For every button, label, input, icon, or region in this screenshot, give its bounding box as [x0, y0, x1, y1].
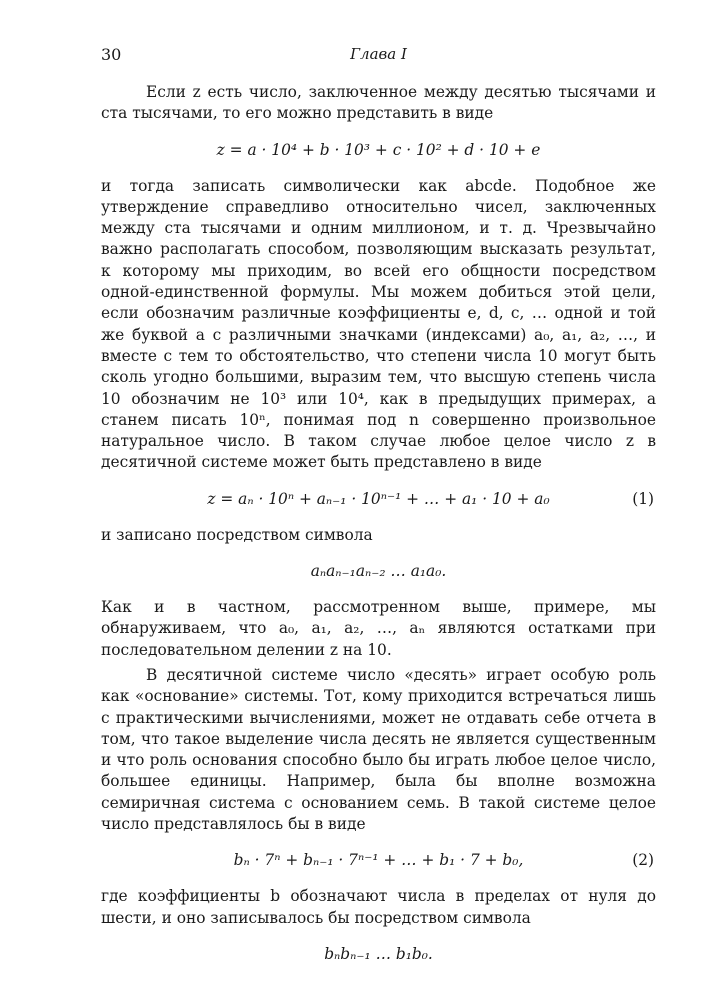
- paragraph-3: и записано посредством символа: [101, 525, 373, 544]
- formula-1: [101, 488, 656, 510]
- formula-text: aₙaₙ₋₁aₙ₋₂ … a₁a₀.: [310, 562, 447, 581]
- formula-symbol-a: [101, 560, 656, 582]
- formula-2: [101, 849, 656, 871]
- formula-text: z = aₙ · 10ⁿ + aₙ₋₁ · 10ⁿ⁻¹ + … + a₁ · 10 + a₀: [207, 489, 550, 508]
- paragraph-6: где коэффициенты b обозначают числа в пределах от нуля до шести, и оно записывалось бы посредством символа: [101, 887, 656, 927]
- page-header: [101, 44, 656, 66]
- paragraph-5: В десятичной системе число «десять» играет особую роль как «основание» системы. Тот, кому приходится встречаться лишь с практическими вычислениями, может не отдавать себе отчета в том, что такое выделение числа десять не является существенным и что роль основания способно было бы играть любое целое число, большее единицы. Например, была бы вполне возможна семиричная система с основанием семь. В такой системе целое число представлялось бы в виде: [101, 665, 656, 834]
- page-number: 30: [101, 45, 122, 64]
- formula-number: (2): [632, 851, 654, 870]
- paragraph-2: и тогда записать символически как abcde. Подобное же утверждение справедливо относительно чисел, заключенных между ста тысячами и одним миллионом, и т. д. Чрезвычайно важно располагать способом, позволяющим высказать результат, к которому мы приходим, во всей его общности посредством одной-единственной формулы. Мы можем добиться этой цели, если обозначим различные коэффициенты e, d, c, … одной и той же буквой a с различными значками (индексами) a₀, a₁, a₂, …, и вместе с тем то обстоятельство, что степени числа 10 могут быть сколь угодно большими, выразим тем, что высшую степень числа 10 обозначим не 10³ или 10⁴, как в предыдущих примерах, а станем писать 10ⁿ, понимая под n совершенно произвольное натуральное число. В таком случае любое целое число z в десятичной системе может быть представлено в виде: [101, 176, 656, 472]
- paragraph-1: Если z есть число, заключенное между десятью тысячами и ста тысячами, то его можно представить в виде: [101, 83, 656, 123]
- formula-number: (1): [632, 489, 654, 508]
- formula-text: bₙ · 7ⁿ + bₙ₋₁ · 7ⁿ⁻¹ + … + b₁ · 7 + b₀,: [233, 851, 524, 870]
- paragraph-4: Как и в частном, рассмотренном выше, примере, мы обнаруживаем, что a₀, a₁, a₂, …, aₙ являются остатками при последовательном делении z на 10.: [101, 598, 656, 659]
- formula-text: bₙbₙ₋₁ … b₁b₀.: [324, 944, 433, 963]
- formula-text: z = a · 10⁴ + b · 10³ + c · 10² + d · 10 + e: [216, 140, 541, 159]
- formula-decimal-five-digit: [101, 139, 656, 161]
- chapter-title: Глава I: [350, 45, 407, 63]
- formula-symbol-b: [101, 943, 656, 965]
